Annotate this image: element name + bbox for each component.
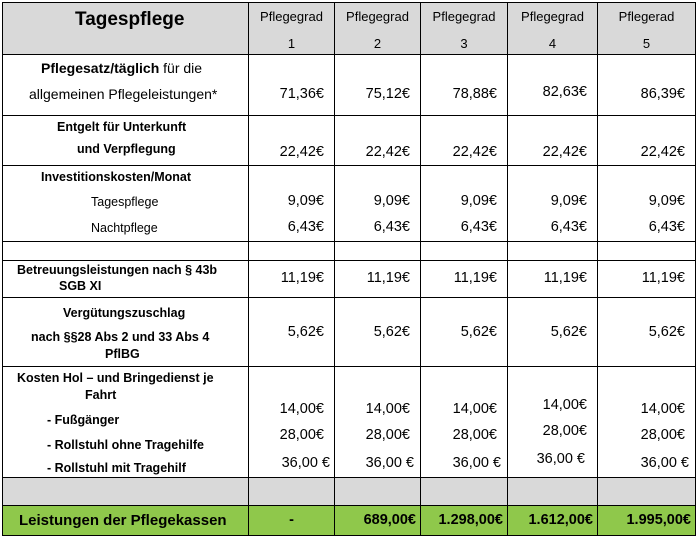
table-cell bbox=[249, 116, 335, 166]
table-cell bbox=[508, 116, 598, 166]
column-header-pflegegrad-4 bbox=[508, 2, 598, 55]
cell-value: 14,00€ bbox=[452, 401, 497, 417]
cell-value: 14,00€ bbox=[542, 397, 587, 413]
table-cell bbox=[508, 55, 598, 116]
inner-divider bbox=[3, 241, 248, 242]
cell-value: 5,62€ bbox=[460, 324, 497, 340]
spacer-cell bbox=[508, 478, 598, 506]
table-cell bbox=[335, 116, 421, 166]
table-cell bbox=[249, 298, 335, 367]
cell-value: 22,42€ bbox=[279, 144, 324, 160]
row-label-unterkunft bbox=[2, 116, 249, 166]
cell-value: 28,00€ bbox=[365, 427, 410, 443]
column-header-pflegegrad-5 bbox=[598, 2, 696, 55]
footer-label: Leistungen der Pflegekassen bbox=[19, 512, 227, 529]
cell-value: 6,43€ bbox=[373, 219, 410, 235]
footer-value: 1.995,00€ bbox=[626, 512, 691, 528]
column-header-number: 2 bbox=[373, 36, 382, 51]
table-cell bbox=[249, 166, 335, 261]
table-cell bbox=[421, 261, 508, 298]
footer-cell bbox=[335, 506, 421, 536]
column-header-pflegegrad-3 bbox=[421, 2, 508, 55]
fahrt-item-fussgaenger: - Fußgänger bbox=[47, 413, 120, 427]
verguetung-label-line1: Vergütungszuschlag bbox=[63, 306, 186, 320]
inner-divider bbox=[249, 241, 334, 242]
column-header-number: 4 bbox=[548, 36, 557, 51]
cell-value: 28,00€ bbox=[452, 427, 497, 443]
footer-cell bbox=[249, 506, 335, 536]
column-header-label: Pflegegrad bbox=[521, 9, 584, 24]
table-cell bbox=[598, 367, 696, 478]
spacer-row bbox=[2, 478, 696, 506]
cell-value: 14,00€ bbox=[365, 401, 410, 417]
table-title: Tagespflege bbox=[2, 2, 249, 55]
pflegesatz-label-bold: Pflegesatz/täglich bbox=[41, 60, 160, 76]
cell-value: 22,42€ bbox=[640, 144, 685, 160]
column-header-number: 1 bbox=[287, 36, 296, 51]
cell-value: 82,63€ bbox=[542, 84, 587, 100]
cell-value: 11,19€ bbox=[453, 270, 497, 286]
cell-value: 75,12€ bbox=[365, 86, 410, 102]
row-label-fahrtkosten bbox=[2, 367, 249, 478]
cell-value: 6,43€ bbox=[648, 219, 685, 235]
row-label-pflegesatz bbox=[2, 55, 249, 116]
row-pflegesatz bbox=[2, 55, 696, 116]
footer-value: 689,00€ bbox=[363, 512, 416, 528]
inner-divider bbox=[335, 241, 420, 242]
table-cell bbox=[249, 261, 335, 298]
cell-value: 11,19€ bbox=[543, 270, 587, 286]
row-investitionskosten bbox=[2, 166, 696, 261]
table-cell bbox=[421, 367, 508, 478]
table-cell bbox=[598, 166, 696, 261]
fahrt-label-line2: Fahrt bbox=[85, 388, 117, 402]
cell-value: 78,88€ bbox=[452, 86, 497, 102]
cell-value: 36,00 € bbox=[640, 455, 689, 471]
footer-value: - bbox=[289, 512, 294, 528]
column-header-pflegegrad-1 bbox=[249, 2, 335, 55]
cell-value: 9,09€ bbox=[373, 193, 410, 209]
footer-value: 1.612,00€ bbox=[528, 512, 593, 528]
cell-value: 14,00€ bbox=[279, 401, 324, 417]
spacer-cell bbox=[335, 478, 421, 506]
row-betreuungsleistungen bbox=[2, 261, 696, 298]
cell-value: 5,62€ bbox=[373, 324, 410, 340]
row-verguetungszuschlag bbox=[2, 298, 696, 367]
pflegesatz-label-rest: für die bbox=[159, 60, 203, 76]
column-header-number: 3 bbox=[460, 36, 468, 51]
pricing-table bbox=[2, 2, 696, 536]
footer-label-cell bbox=[2, 506, 249, 536]
spacer-cell bbox=[421, 478, 508, 506]
cell-value: 14,00€ bbox=[640, 401, 685, 417]
betreuung-label-line1: Betreuungsleistungen nach § 43b bbox=[17, 263, 218, 277]
cell-value: 11,19€ bbox=[641, 270, 685, 286]
header-row bbox=[2, 2, 696, 55]
cell-value: 22,42€ bbox=[452, 144, 497, 160]
column-header-label: Pflegerad bbox=[618, 9, 675, 24]
spacer-cell bbox=[2, 478, 249, 506]
cell-value: 28,00€ bbox=[542, 423, 587, 439]
fahrt-item-mit-tragehilfe: - Rollstuhl mit Tragehilf bbox=[47, 461, 186, 475]
column-header-label: Pflegegrad bbox=[346, 9, 409, 24]
fahrt-label-line1: Kosten Hol – und Bringedienst je bbox=[17, 371, 214, 385]
inner-divider bbox=[421, 241, 507, 242]
cell-value: 36,00 € bbox=[536, 451, 585, 467]
cell-value: 36,00 € bbox=[281, 455, 330, 471]
cell-value: 5,62€ bbox=[287, 324, 324, 340]
cell-value: 28,00€ bbox=[279, 427, 324, 443]
cell-value: 5,62€ bbox=[648, 324, 685, 340]
footer-row bbox=[2, 506, 696, 536]
row-label-verguetungszuschlag bbox=[2, 298, 249, 367]
investition-sub-nachtpflege: Nachtpflege bbox=[91, 221, 158, 235]
table-cell bbox=[421, 116, 508, 166]
verguetung-label-line2: nach §§28 Abs 2 und 33 Abs 4 bbox=[31, 330, 210, 344]
column-header-number: 5 bbox=[642, 36, 651, 51]
table-cell bbox=[335, 298, 421, 367]
cell-value: 6,43€ bbox=[460, 219, 497, 235]
row-label-betreuungsleistungen bbox=[2, 261, 249, 298]
column-header-label: Pflegegrad bbox=[260, 9, 323, 24]
cell-value: 9,09€ bbox=[648, 193, 685, 209]
table-cell bbox=[421, 166, 508, 261]
cell-value: 28,00€ bbox=[640, 427, 685, 443]
spacer-cell bbox=[249, 478, 335, 506]
row-unterkunft bbox=[2, 116, 696, 166]
investition-title: Investitionskosten/Monat bbox=[41, 170, 192, 184]
unterkunft-label-line1: Entgelt für Unterkunft bbox=[57, 120, 187, 134]
cell-value: 22,42€ bbox=[365, 144, 410, 160]
table-cell bbox=[508, 261, 598, 298]
table-cell bbox=[421, 55, 508, 116]
investition-sub-tagespflege: Tagespflege bbox=[91, 195, 159, 209]
cell-value: 9,09€ bbox=[460, 193, 497, 209]
cell-value: 86,39€ bbox=[640, 86, 685, 102]
table-cell bbox=[598, 55, 696, 116]
footer-cell bbox=[598, 506, 696, 536]
cell-value: 5,62€ bbox=[550, 324, 587, 340]
table-cell bbox=[508, 166, 598, 261]
table-cell bbox=[598, 298, 696, 367]
table-cell bbox=[335, 166, 421, 261]
cell-value: 6,43€ bbox=[287, 219, 324, 235]
table-cell bbox=[508, 367, 598, 478]
fahrt-item-ohne-tragehilfe: - Rollstuhl ohne Tragehilfe bbox=[47, 438, 204, 452]
verguetung-label-line3: PflBG bbox=[105, 347, 140, 361]
footer-cell bbox=[421, 506, 508, 536]
table-cell bbox=[335, 55, 421, 116]
cell-value: 9,09€ bbox=[287, 193, 324, 209]
row-label-investitionskosten bbox=[2, 166, 249, 261]
cell-value: 22,42€ bbox=[542, 144, 587, 160]
cell-value: 36,00 € bbox=[452, 455, 501, 471]
unterkunft-label-line2: und Verpflegung bbox=[77, 142, 176, 156]
cell-value: 36,00 € bbox=[365, 455, 414, 471]
column-header-pflegegrad-2 bbox=[335, 2, 421, 55]
table-cell bbox=[249, 367, 335, 478]
row-fahrtkosten bbox=[2, 367, 696, 478]
cell-value: 6,43€ bbox=[550, 219, 587, 235]
betreuung-label-line2: SGB XI bbox=[59, 279, 102, 293]
column-header-label: Pflegegrad bbox=[432, 9, 496, 24]
cell-value: 11,19€ bbox=[366, 270, 410, 286]
pflegesatz-label-line2: allgemeinen Pflegeleistungen* bbox=[29, 86, 218, 102]
cell-value: 11,19€ bbox=[280, 270, 324, 286]
spacer-cell bbox=[598, 478, 696, 506]
table-cell bbox=[335, 367, 421, 478]
inner-divider bbox=[508, 241, 597, 242]
cell-value: 71,36€ bbox=[279, 86, 324, 102]
inner-divider bbox=[598, 241, 695, 242]
table-cell bbox=[598, 261, 696, 298]
footer-value: 1.298,00€ bbox=[438, 512, 503, 528]
table-cell bbox=[421, 298, 508, 367]
footer-cell bbox=[508, 506, 598, 536]
cell-value: 9,09€ bbox=[550, 193, 587, 209]
table-cell bbox=[598, 116, 696, 166]
table-cell bbox=[508, 298, 598, 367]
table-cell bbox=[249, 55, 335, 116]
table-cell bbox=[335, 261, 421, 298]
